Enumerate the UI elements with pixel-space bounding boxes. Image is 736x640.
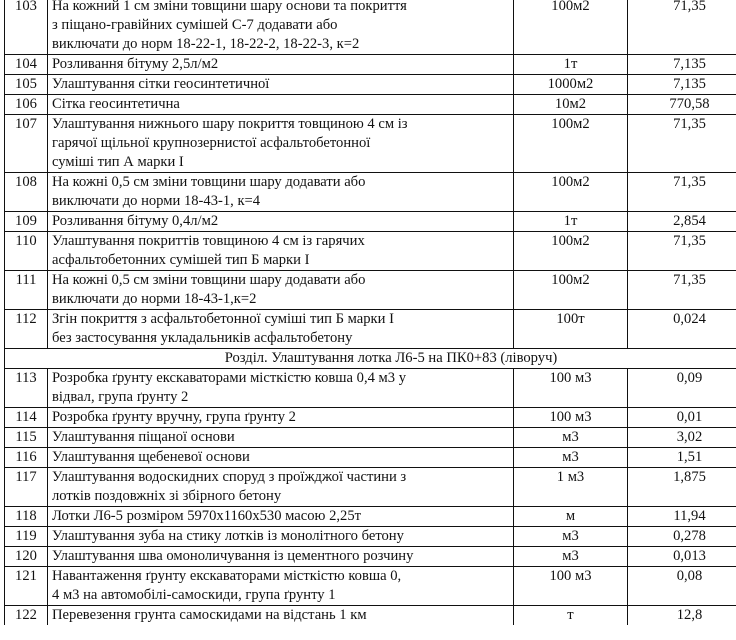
description-line: Улаштування зуба на стику лотків із монолітного бетону [52,528,404,544]
section-title: Розділ. Улаштування лотка Л6-5 на ПК0+83 (ліворуч) [5,349,736,369]
item-description [48,0,514,55]
item-number: 108 [5,173,48,212]
description-line: Розливання бітуму 0,4л/м2 [52,213,219,229]
description-line: Улаштування покриттів товщиною 4 см із гарячих [52,233,365,249]
item-description [48,408,514,428]
item-quantity: 71,35 [628,232,736,271]
item-unit: 100т [514,310,628,349]
description-line: Лотки Л6-5 розміром 5970х1160х530 масою 2,25т [52,508,362,524]
item-number: 118 [5,507,48,527]
item-number: 120 [5,547,48,567]
estimate-table-body [5,0,736,625]
item-quantity: 71,35 [628,271,736,310]
item-description [48,527,514,547]
item-description [48,507,514,527]
item-number: 103 [5,0,48,55]
item-description [48,95,514,115]
description-line: без застосування укладальників асфальтобетону [52,330,353,346]
description-line: Улаштування водоскидних споруд з проїжджої частини з [52,469,407,485]
item-number: 105 [5,75,48,95]
description-line: Улаштування шва омоноличування із цементного розчину [52,548,414,564]
item-unit: 1000м2 [514,75,628,95]
item-number: 117 [5,468,48,507]
item-quantity: 3,02 [628,428,736,448]
item-quantity: 1,51 [628,448,736,468]
description-line: Навантаження ґрунту екскаваторами місткістю ковша 0, [52,568,402,584]
item-description [48,448,514,468]
table-row [5,271,736,310]
item-number: 112 [5,310,48,349]
item-description [48,369,514,408]
description-line: виключати до норми 18-43-1,к=2 [52,291,257,307]
item-description [48,468,514,507]
item-number: 109 [5,212,48,232]
item-unit: 100 м3 [514,369,628,408]
item-quantity: 0,01 [628,408,736,428]
table-row [5,173,736,212]
description-line: Улаштування щебеневої основи [52,449,250,465]
description-line: з піщано-гравійних сумішей С-7 додавати або [52,17,338,33]
item-description [48,212,514,232]
item-unit: 100м2 [514,271,628,310]
description-line: 4 м3 на автомобілі-самоскиди, група ґрунту 1 [52,587,336,603]
description-line: Улаштування нижнього шару покриття товщиною 4 см із [52,116,408,132]
item-number: 115 [5,428,48,448]
item-quantity: 12,8 [628,606,736,626]
description-line: виключати до норми 18-43-1, к=4 [52,193,261,209]
item-quantity: 1,875 [628,468,736,507]
item-quantity: 0,278 [628,527,736,547]
description-line: Улаштування сітки геосинтетичної [52,76,270,92]
item-unit: 1 м3 [514,468,628,507]
item-description [48,173,514,212]
item-unit: 1т [514,55,628,75]
table-row [5,408,736,428]
item-unit: 100м2 [514,0,628,55]
table-row [5,468,736,507]
item-description [48,567,514,606]
item-unit: 100 м3 [514,567,628,606]
description-line: лотків поздовжніх зі збірного бетону [52,488,282,504]
item-number: 114 [5,408,48,428]
description-line: Сітка геосинтетична [52,96,180,112]
item-unit: м3 [514,547,628,567]
table-row [5,310,736,349]
item-quantity: 7,135 [628,55,736,75]
estimate-table [4,0,736,625]
item-quantity: 71,35 [628,0,736,55]
item-description [48,310,514,349]
item-number: 106 [5,95,48,115]
item-unit: т [514,606,628,626]
item-quantity: 0,09 [628,369,736,408]
item-quantity: 11,94 [628,507,736,527]
description-line: На кожні 0,5 см зміни товщини шару додавати або [52,174,366,190]
description-line: відвал, група ґрунту 2 [52,389,189,405]
table-row [5,507,736,527]
item-number: 111 [5,271,48,310]
item-number: 113 [5,369,48,408]
description-line: Розробка ґрунту вручну, група ґрунту 2 [52,409,296,425]
table-row [5,115,736,173]
description-line: гарячої щільної крупнозернистої асфальтобетонної [52,135,371,151]
item-number: 121 [5,567,48,606]
table-row [5,567,736,606]
item-description [48,428,514,448]
description-line: асфальтобетонних сумішей тип Б марки І [52,252,310,268]
item-unit: 1т [514,212,628,232]
description-line: Перевезення грунта самоскидами на відстань 1 км [52,607,367,623]
item-description [48,271,514,310]
item-number: 110 [5,232,48,271]
description-line: виключати до норм 18-22-1, 18-22-2, 18-22-3, к=2 [52,36,360,52]
item-number: 122 [5,606,48,626]
item-quantity: 2,854 [628,212,736,232]
description-line: Улаштування піщаної основи [52,429,235,445]
table-row [5,428,736,448]
description-line: суміші тип А марки І [52,154,184,170]
table-row [5,55,736,75]
item-unit: 10м2 [514,95,628,115]
item-quantity: 0,024 [628,310,736,349]
description-line: На кожний 1 см зміни товщини шару основи та покриття [52,0,407,14]
item-number: 107 [5,115,48,173]
table-row [5,448,736,468]
table-row [5,0,736,55]
item-unit: 100м2 [514,173,628,212]
item-number: 119 [5,527,48,547]
table-row [5,369,736,408]
table-row [5,95,736,115]
item-number: 104 [5,55,48,75]
item-unit: м3 [514,448,628,468]
item-unit: м3 [514,527,628,547]
table-row [5,212,736,232]
item-description [48,232,514,271]
table-row [5,547,736,567]
item-quantity: 0,013 [628,547,736,567]
item-number: 116 [5,448,48,468]
item-quantity: 770,58 [628,95,736,115]
section-header-row [5,349,736,369]
table-row [5,527,736,547]
item-unit: м [514,507,628,527]
description-line: Згін покриття з асфальтобетонної суміші тип Б марки І [52,311,394,327]
item-quantity: 0,08 [628,567,736,606]
item-unit: 100м2 [514,115,628,173]
table-row [5,606,736,626]
item-unit: 100 м3 [514,408,628,428]
item-description [48,75,514,95]
item-quantity: 7,135 [628,75,736,95]
item-unit: 100м2 [514,232,628,271]
table-row [5,75,736,95]
item-description [48,547,514,567]
description-line: Розливання бітуму 2,5л/м2 [52,56,219,72]
item-description [48,55,514,75]
item-description [48,115,514,173]
item-description [48,606,514,626]
description-line: Розробка ґрунту екскаваторами місткістю ковша 0,4 м3 у [52,370,407,386]
item-quantity: 71,35 [628,115,736,173]
table-row [5,232,736,271]
item-quantity: 71,35 [628,173,736,212]
description-line: На кожні 0,5 см зміни товщини шару додавати або [52,272,366,288]
item-unit: м3 [514,428,628,448]
